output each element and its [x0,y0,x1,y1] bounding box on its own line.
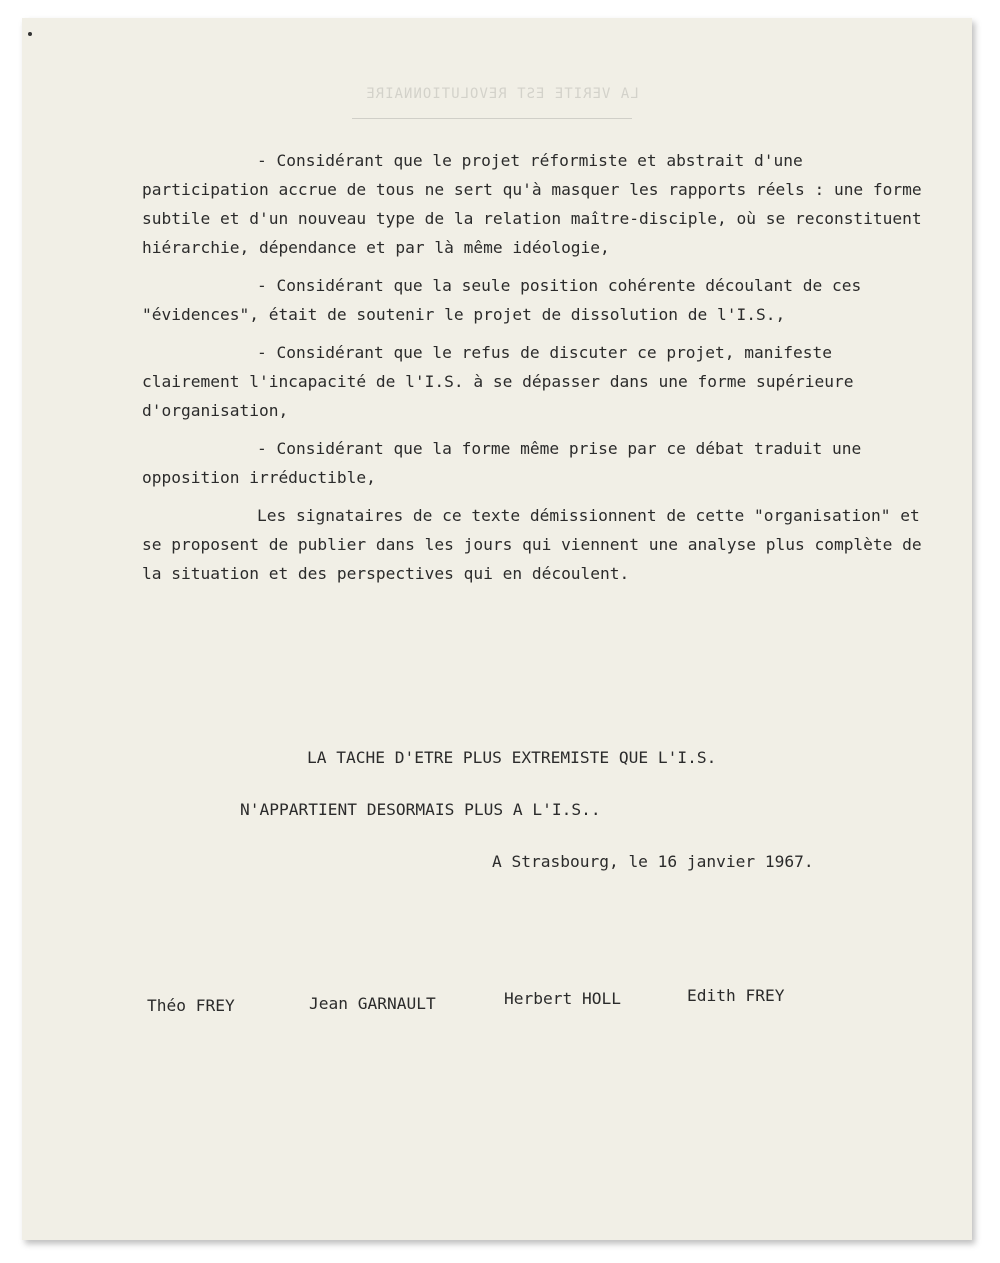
paragraph-1 [142,146,932,262]
closing-heading-line-1: LA TACHE D'ETRE PLUS EXTREMISTE QUE L'I.S. [307,748,717,767]
paragraph-5 [142,501,932,588]
paragraph-5-text: Les signataires de ce texte démissionnent de cette "organisation" et se proposent de publier dans les jours qui viennent une analyse plus complète de la situation et des perspectives qui en découlent. [142,506,922,583]
paper-speck [28,32,32,36]
signatory-2: Jean GARNAULT [309,994,436,1013]
signatory-3: Herbert HOLL [504,989,621,1008]
paragraph-4-text: - Considérant que la forme même prise par ce débat traduit une opposition irréductible, [142,439,862,487]
signatory-4: Edith FREY [687,986,785,1005]
paragraph-1-text: - Considérant que le projet réformiste et abstrait d'une participation accrue de tous ne sert qu'à masquer les rapports réels : une forme subtile et d'un nouveau type de la relation maître-disciple, où se reconstituent hiérarchie, dépendance et par là même idéologie, [142,151,922,257]
paragraph-2-text: - Considérant que la seule position cohérente découlant de ces "évidences", était de soutenir le projet de dissolution de l'I.S., [142,276,862,324]
document-page [22,18,972,1240]
bleed-through-rule [352,118,632,119]
paragraph-2 [142,271,932,329]
place-and-date: A Strasbourg, le 16 janvier 1967. [492,852,814,871]
paragraph-3-text: - Considérant que le refus de discuter ce projet, manifeste clairement l'incapacité de l'I.S. à se dépasser dans une forme supérieure d'organisation, [142,343,854,420]
bleed-through-title: LA VERITE EST REVOLUTIONNAIRE [365,86,639,102]
paragraph-4 [142,434,932,492]
closing-heading-line-2: N'APPARTIENT DESORMAIS PLUS A L'I.S.. [240,800,601,819]
document-body [142,146,932,597]
signatory-1: Théo FREY [147,996,235,1015]
paragraph-3 [142,338,932,425]
